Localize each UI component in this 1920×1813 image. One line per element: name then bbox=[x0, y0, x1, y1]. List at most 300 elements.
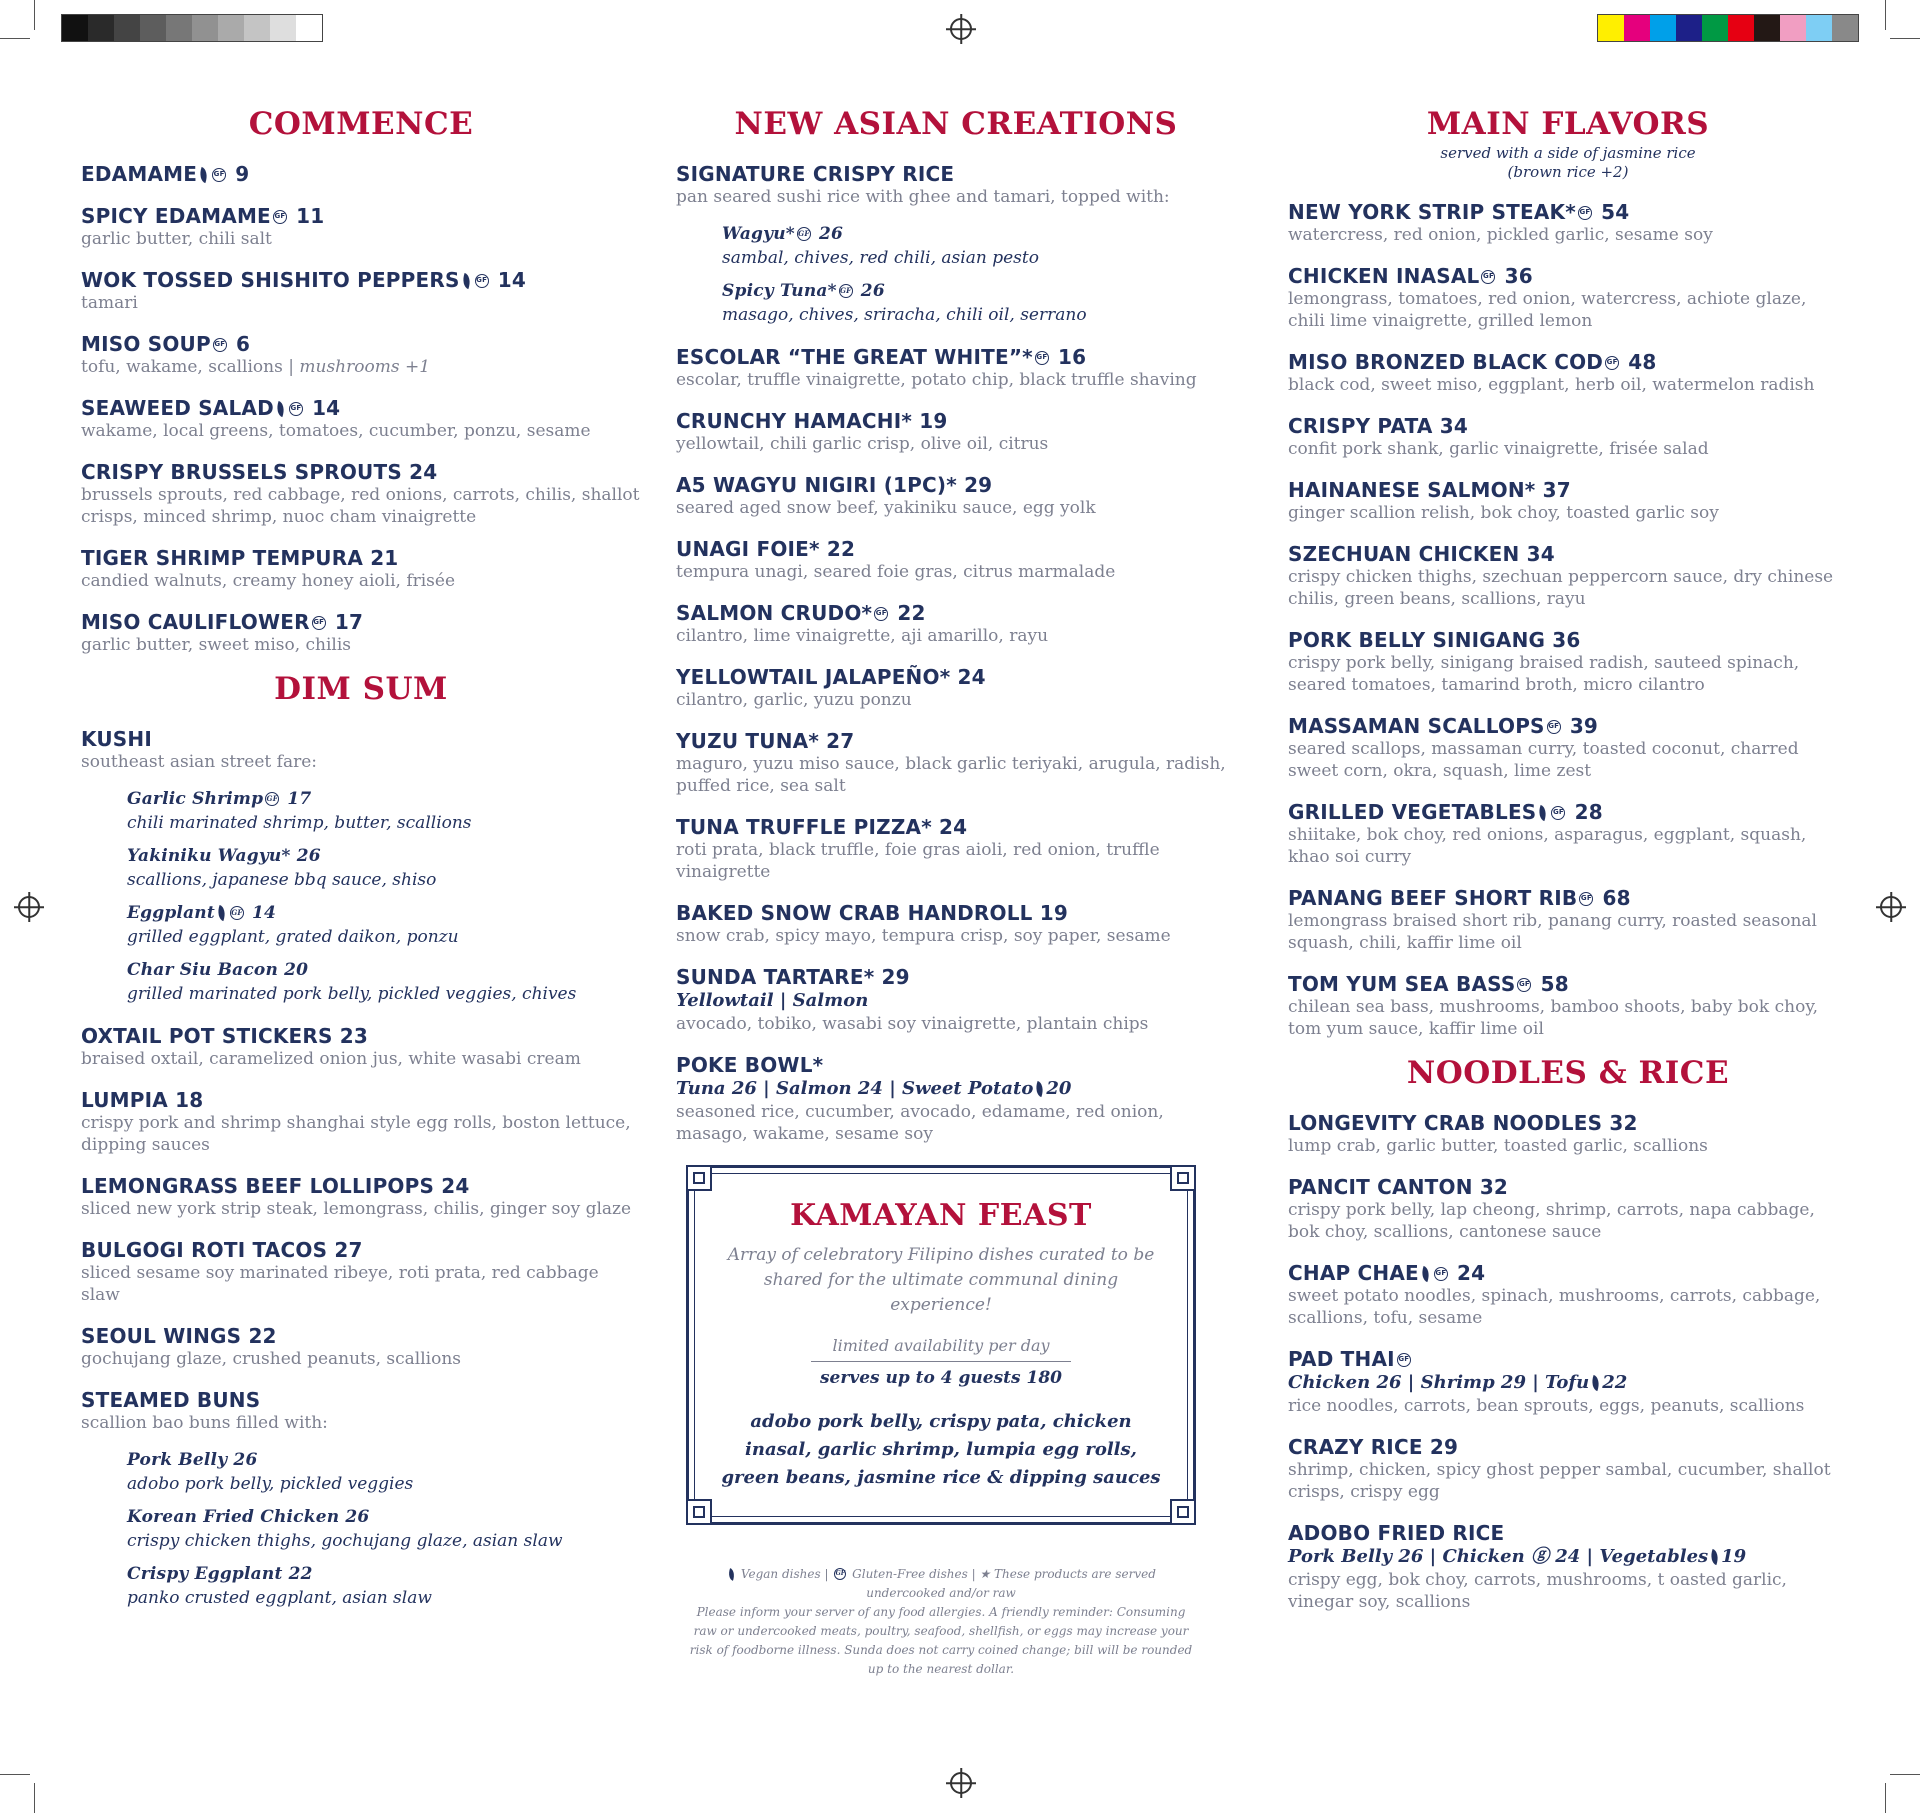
item-title-price: 32 bbox=[1472, 1174, 1509, 1199]
item-title-price: 29 bbox=[1422, 1434, 1459, 1459]
menu-item bbox=[81, 1324, 641, 1370]
color-swatch bbox=[1650, 15, 1676, 41]
item-title-name: SIGNATURE CRISPY RICE bbox=[676, 161, 955, 186]
crop-mark bbox=[1890, 38, 1920, 39]
item-title-price: 24 bbox=[1449, 1260, 1486, 1285]
menu-item bbox=[81, 204, 641, 250]
sub-item-title-name: Char Siu Bacon bbox=[127, 959, 279, 980]
crop-mark bbox=[1885, 0, 1886, 30]
legend-notice: Please inform your server of any food allergies. A friendly reminder: Consuming raw or undercooked meats, poultry, seafood, shellfish, or eggs may increase your risk of foodborne illness. Sunda does not carry coined change; bill will be rounded up to the nearest dollar. bbox=[689, 1604, 1193, 1676]
item-description-text: crispy pork belly, sinigang braised radish, sauteed spinach, seared tomatoes, tamarind broth, micro cilantro bbox=[1288, 652, 1800, 695]
item-description bbox=[676, 561, 1236, 583]
menu-item bbox=[676, 815, 1236, 883]
gf-icon: GF bbox=[1605, 356, 1619, 370]
item-description bbox=[1288, 1199, 1848, 1243]
item-variants-text: Tuna 26 | Salmon 24 | Sweet Potato bbox=[676, 1077, 1034, 1099]
menu-item bbox=[676, 1053, 1236, 1145]
item-title bbox=[1288, 1111, 1848, 1135]
item-description-text: ginger scallion relish, bok choy, toasted garlic soy bbox=[1288, 502, 1719, 523]
item-title bbox=[1288, 1521, 1848, 1545]
item-description-text: candied walnuts, creamy honey aioli, frisée bbox=[81, 570, 456, 591]
sub-item bbox=[127, 1562, 641, 1610]
item-title-name: ADOBO FRIED RICE bbox=[1288, 1520, 1505, 1545]
registration-mark-top bbox=[950, 18, 972, 40]
item-description bbox=[1288, 374, 1848, 396]
greek-key-corner bbox=[686, 1499, 712, 1525]
item-description-text: gochujang glaze, crushed peanuts, scallions bbox=[81, 1348, 462, 1369]
item-title-name: MISO CAULIFLOWER bbox=[81, 609, 310, 634]
sub-item-description: adobo pork belly, pickled veggies bbox=[127, 1473, 414, 1494]
leaf-icon bbox=[1589, 1374, 1602, 1390]
item-variants-text: Yellowtail | Salmon bbox=[676, 989, 869, 1011]
legend-gluten-free: Gluten-Free dishes | bbox=[852, 1566, 976, 1581]
item-description bbox=[676, 186, 1236, 208]
sub-item-title-name: Garlic Shrimp bbox=[127, 788, 264, 809]
item-description-text: rice noodles, carrots, bean sprouts, eggs, peanuts, scallions bbox=[1288, 1395, 1805, 1416]
registration-mark-bottom bbox=[950, 1772, 972, 1794]
gf-icon: GF bbox=[834, 1568, 846, 1580]
menu-item bbox=[1288, 414, 1848, 460]
crispy-rice-item bbox=[676, 162, 1236, 327]
sub-item-title-name: Eggplant bbox=[127, 902, 215, 923]
item-description bbox=[1288, 288, 1848, 332]
item-title-price: 27 bbox=[819, 728, 855, 753]
gf-icon: GF bbox=[1434, 1267, 1448, 1281]
item-title-price: 23 bbox=[332, 1023, 369, 1048]
item-description-text: sliced sesame soy marinated ribeye, roti prata, red cabbage slaw bbox=[81, 1262, 599, 1305]
item-title-name: CRISPY PATA bbox=[1288, 413, 1433, 438]
item-title bbox=[676, 601, 1236, 625]
item-title bbox=[1288, 714, 1848, 738]
item-title-price: 18 bbox=[167, 1087, 204, 1112]
sub-item bbox=[722, 279, 1236, 327]
greek-key-corner bbox=[1170, 1499, 1196, 1525]
item-description bbox=[81, 484, 641, 528]
item-description-text: cilantro, garlic, yuzu ponzu bbox=[676, 689, 912, 710]
sub-item-title bbox=[722, 279, 1236, 303]
color-swatch bbox=[1598, 15, 1624, 41]
item-title-price: 19 bbox=[912, 408, 948, 433]
menu-item bbox=[81, 332, 641, 378]
gf-icon: GF bbox=[289, 402, 303, 416]
color-swatch bbox=[1728, 15, 1754, 41]
menu-item bbox=[81, 1088, 641, 1156]
item-title bbox=[1288, 350, 1848, 374]
item-title bbox=[1288, 264, 1848, 288]
item-title-name: A5 WAGYU NIGIRI (1PC)* bbox=[676, 472, 957, 497]
color-calibration-bar bbox=[1597, 14, 1859, 42]
item-description-text: garlic butter, chili salt bbox=[81, 228, 272, 249]
steamed-buns-item bbox=[81, 1388, 641, 1610]
item-title-name: PAD THAI bbox=[1288, 1346, 1395, 1371]
menu-item bbox=[676, 537, 1236, 583]
item-title-name: SZECHUAN CHICKEN bbox=[1288, 541, 1520, 566]
item-title bbox=[1288, 1435, 1848, 1459]
menu-item bbox=[1288, 1111, 1848, 1157]
item-description bbox=[81, 1112, 641, 1156]
star-icon: ★ bbox=[979, 1566, 991, 1581]
item-title-price: 21 bbox=[363, 545, 399, 570]
gray-swatch bbox=[140, 15, 166, 41]
item-title-name: HAINANESE SALMON* bbox=[1288, 477, 1536, 502]
item-variants-price: 20 bbox=[1046, 1077, 1072, 1099]
item-title bbox=[81, 460, 641, 484]
item-title-name: CRISPY BRUSSELS SPROUTS bbox=[81, 459, 402, 484]
item-title-price: 58 bbox=[1533, 971, 1569, 996]
item-title-price: 37 bbox=[1535, 477, 1571, 502]
item-title bbox=[676, 473, 1236, 497]
item-title bbox=[676, 965, 1236, 989]
sub-item-title-name: Spicy Tuna* bbox=[722, 280, 837, 301]
item-title-name: NEW YORK STRIP STEAK* bbox=[1288, 199, 1576, 224]
item-title-price: 28 bbox=[1567, 799, 1603, 824]
item-variants-price: 19 bbox=[1721, 1545, 1747, 1567]
item-title bbox=[676, 537, 1236, 561]
gray-swatch bbox=[296, 15, 322, 41]
item-title-name: STEAMED BUNS bbox=[81, 1387, 261, 1412]
item-title-price: 36 bbox=[1497, 263, 1533, 288]
sub-item-description: chili marinated shrimp, butter, scallions bbox=[127, 812, 472, 833]
item-title bbox=[81, 268, 641, 292]
legend-vegan: Vegan dishes | bbox=[740, 1566, 829, 1581]
item-description-text: tamari bbox=[81, 292, 138, 313]
menu-item bbox=[1288, 542, 1848, 610]
item-title-name: CRAZY RICE bbox=[1288, 1434, 1423, 1459]
item-title-price: 68 bbox=[1595, 885, 1631, 910]
item-description-text: escolar, truffle vinaigrette, potato chip, black truffle shaving bbox=[676, 369, 1197, 390]
item-title-name: TUNA TRUFFLE PIZZA* bbox=[676, 814, 932, 839]
item-title-name: OXTAIL POT STICKERS bbox=[81, 1023, 333, 1048]
item-title-price: 22 bbox=[241, 1323, 277, 1348]
menu-item bbox=[1288, 1347, 1848, 1417]
gray-swatch bbox=[88, 15, 114, 41]
item-title-name: UNAGI FOIE* bbox=[676, 536, 820, 561]
crop-mark bbox=[34, 0, 35, 30]
item-variants bbox=[676, 1077, 1236, 1101]
item-title bbox=[1288, 886, 1848, 910]
item-title-price: 34 bbox=[1519, 541, 1555, 566]
item-description-text: tofu, wakame, scallions | bbox=[81, 356, 300, 377]
main-flavors-subtitle-brown-rice: (brown rice +2) bbox=[1507, 162, 1629, 181]
sub-item-title-price: 22 bbox=[282, 1563, 313, 1584]
sub-item-title-name: Wagyu* bbox=[722, 223, 795, 244]
gf-icon: GF bbox=[212, 168, 226, 182]
item-description bbox=[81, 420, 641, 442]
item-title-name: PANANG BEEF SHORT RIB bbox=[1288, 885, 1578, 910]
item-variants-price: 22 bbox=[1602, 1371, 1628, 1393]
item-description bbox=[81, 1412, 641, 1434]
item-description-addon: mushrooms +1 bbox=[299, 356, 431, 377]
item-description bbox=[1288, 224, 1848, 246]
item-title-price: 54 bbox=[1593, 199, 1630, 224]
gf-icon: GF bbox=[312, 616, 326, 630]
item-title-price: 9 bbox=[228, 161, 250, 186]
sub-item-description: scallions, japanese bbq sauce, shiso bbox=[127, 869, 437, 890]
gf-icon: GF bbox=[1579, 892, 1593, 906]
color-swatch bbox=[1806, 15, 1832, 41]
kamayan-feast-serves: serves up to 4 guests 180 bbox=[819, 1367, 1062, 1388]
item-title-name: WOK TOSSED SHISHITO PEPPERS bbox=[81, 267, 460, 292]
menu-item bbox=[1288, 1175, 1848, 1243]
sub-item-title-price: 17 bbox=[281, 788, 312, 809]
sub-item-title-price: 26 bbox=[812, 223, 844, 244]
commence-list bbox=[81, 162, 641, 656]
item-title-name: BULGOGI ROTI TACOS bbox=[81, 1237, 328, 1262]
menu-item bbox=[81, 268, 641, 314]
item-description bbox=[676, 1013, 1236, 1035]
kamayan-feast-box bbox=[686, 1165, 1196, 1525]
item-variants bbox=[1288, 1371, 1848, 1395]
kamayan-feast-title: KAMAYAN FEAST bbox=[790, 1197, 1092, 1233]
item-description-text: shrimp, chicken, spicy ghost pepper sambal, cucumber, shallot crisps, crispy egg bbox=[1288, 1459, 1831, 1502]
item-title-name: SPICY EDAMAME bbox=[81, 203, 271, 228]
menu-item bbox=[1288, 264, 1848, 332]
menu-item bbox=[81, 1388, 641, 1610]
sub-item-title-price: 26 bbox=[290, 845, 321, 866]
item-description-text: watercress, red onion, pickled garlic, sesame soy bbox=[1288, 224, 1713, 245]
item-title-name: LEMONGRASS BEEF LOLLIPOPS bbox=[81, 1173, 435, 1198]
item-title bbox=[81, 1088, 641, 1112]
item-description-text: crispy egg, bok choy, carrots, mushrooms, t oasted garlic, vinegar soy, scallions bbox=[1288, 1569, 1787, 1612]
item-title-price: 39 bbox=[1562, 713, 1599, 738]
leaf-icon bbox=[215, 905, 228, 921]
item-description-text: crispy pork belly, lap cheong, shrimp, carrots, napa cabbage, bok choy, scallions, cantonese sauce bbox=[1288, 1199, 1815, 1242]
item-title bbox=[1288, 628, 1848, 652]
sub-item-title-price: 26 bbox=[339, 1506, 370, 1527]
sub-item bbox=[127, 901, 641, 949]
item-description-text: chilean sea bass, mushrooms, bamboo shoots, baby bok choy, tom yum sauce, kaffir lime oil bbox=[1288, 996, 1819, 1039]
item-description-text: wakame, local greens, tomatoes, cucumber, ponzu, sesame bbox=[81, 420, 591, 441]
sub-item-title bbox=[127, 958, 641, 982]
sub-item-title-name: Yakiniku Wagyu* bbox=[127, 845, 291, 866]
leaf-icon bbox=[1419, 1266, 1432, 1282]
sub-item bbox=[127, 787, 641, 835]
menu-item bbox=[1288, 714, 1848, 782]
section-heading-noodles-rice: NOODLES & RICE bbox=[1406, 1054, 1730, 1091]
column-right bbox=[1288, 105, 1848, 1613]
dim-sum-list bbox=[81, 1024, 641, 1370]
item-description bbox=[81, 570, 641, 592]
item-description bbox=[81, 751, 641, 773]
sub-item-description: grilled eggplant, grated daikon, ponzu bbox=[127, 926, 459, 947]
item-description-text: seared aged snow beef, yakiniku sauce, egg yolk bbox=[676, 497, 1096, 518]
gf-icon: GF bbox=[797, 227, 811, 241]
main-flavors-subtitle: served with a side of jasmine rice bbox=[1440, 143, 1696, 162]
item-description-text: seasoned rice, cucumber, avocado, edamame, red onion, masago, wakame, sesame soy bbox=[676, 1101, 1164, 1144]
item-description bbox=[676, 839, 1236, 883]
item-title-price: 19 bbox=[1032, 900, 1069, 925]
crop-mark bbox=[0, 1774, 30, 1775]
item-description-text: confit pork shank, garlic vinaigrette, frisée salad bbox=[1288, 438, 1709, 459]
item-title-name: SUNDA TARTARE* bbox=[676, 964, 875, 989]
item-description-text: braised oxtail, caramelized onion jus, white wasabi cream bbox=[81, 1048, 581, 1069]
sub-item-description: grilled marinated pork belly, pickled veggies, chives bbox=[127, 983, 577, 1004]
item-title-name: CRUNCHY HAMACHI* bbox=[676, 408, 913, 433]
item-description-text: lemongrass braised short rib, panang curry, roasted seasonal squash, chili, kaffir lime oil bbox=[1288, 910, 1817, 953]
item-title bbox=[81, 1174, 641, 1198]
item-title-price: 36 bbox=[1545, 627, 1581, 652]
item-description bbox=[1288, 1395, 1848, 1417]
item-title-name: LUMPIA bbox=[81, 1087, 168, 1112]
sub-item-description: panko crusted eggplant, asian slaw bbox=[127, 1587, 432, 1608]
item-title-price: 22 bbox=[890, 600, 926, 625]
gf-icon: GF bbox=[1397, 1353, 1411, 1367]
color-swatch bbox=[1780, 15, 1806, 41]
sub-item bbox=[127, 1505, 641, 1553]
item-title bbox=[1288, 1175, 1848, 1199]
gf-icon: GF bbox=[1551, 806, 1565, 820]
gray-swatch bbox=[244, 15, 270, 41]
menu-item bbox=[81, 727, 641, 1006]
item-description bbox=[676, 433, 1236, 455]
item-title bbox=[676, 815, 1236, 839]
item-variants-text: Pork Belly 26 | Chicken ⓖ 24 | Vegetables bbox=[1288, 1545, 1709, 1567]
crop-mark bbox=[1885, 1783, 1886, 1813]
item-title bbox=[1288, 478, 1848, 502]
item-title-name: YUZU TUNA* bbox=[676, 728, 819, 753]
item-description bbox=[676, 625, 1236, 647]
item-description-text: garlic butter, sweet miso, chilis bbox=[81, 634, 352, 655]
item-description bbox=[676, 925, 1236, 947]
item-description-text: scallion bao buns filled with: bbox=[81, 1412, 328, 1433]
sub-item-title bbox=[127, 1448, 641, 1472]
item-title bbox=[676, 162, 1236, 186]
item-description bbox=[676, 497, 1236, 519]
item-title bbox=[81, 1388, 641, 1412]
menu-item bbox=[1288, 972, 1848, 1040]
gray-swatch bbox=[114, 15, 140, 41]
menu-item bbox=[1288, 350, 1848, 396]
item-title-price: 24 bbox=[950, 664, 986, 689]
kushi-item bbox=[81, 727, 641, 1006]
item-title-name: KUSHI bbox=[81, 726, 152, 751]
item-description bbox=[81, 292, 641, 314]
item-title bbox=[1288, 1347, 1848, 1371]
gf-icon: GF bbox=[1578, 206, 1592, 220]
menu-item bbox=[81, 1238, 641, 1306]
item-title-name: TOM YUM SEA BASS bbox=[1288, 971, 1516, 996]
item-description-text: tempura unagi, seared foie gras, citrus marmalade bbox=[676, 561, 1116, 582]
item-title-name: CHAP CHAE bbox=[1288, 1260, 1419, 1285]
section-heading-commence: COMMENCE bbox=[248, 106, 474, 142]
item-description bbox=[1288, 566, 1848, 610]
menu-item bbox=[81, 1174, 641, 1220]
item-description-text: crispy pork and shrimp shanghai style egg rolls, boston lettuce, dipping sauces bbox=[81, 1112, 631, 1155]
sub-item-title bbox=[127, 901, 641, 925]
menu-item bbox=[1288, 628, 1848, 696]
grayscale-calibration-bar bbox=[61, 14, 323, 42]
item-description-text: southeast asian street fare: bbox=[81, 751, 318, 772]
menu-item bbox=[676, 409, 1236, 455]
menu-item bbox=[676, 601, 1236, 647]
sub-item-description: sambal, chives, red chili, asian pesto bbox=[722, 247, 1039, 268]
item-title-price: 48 bbox=[1621, 349, 1657, 374]
gray-swatch bbox=[192, 15, 218, 41]
noodles-rice-list bbox=[1288, 1111, 1848, 1613]
menu-item bbox=[676, 473, 1236, 519]
sub-item-title-price: 14 bbox=[245, 902, 277, 923]
menu-item bbox=[676, 162, 1236, 327]
sub-item-description: masago, chives, sriracha, chili oil, serrano bbox=[722, 304, 1087, 325]
item-title bbox=[676, 409, 1236, 433]
item-title-name: SEOUL WINGS bbox=[81, 1323, 242, 1348]
item-title bbox=[81, 727, 641, 751]
kamayan-feast-intro: Array of celebratory Filipino dishes curated to be shared for the ultimate communal dining experience! bbox=[727, 1244, 1155, 1315]
menu-item bbox=[676, 665, 1236, 711]
sub-item-title-name: Korean Fried Chicken bbox=[127, 1506, 340, 1527]
item-title bbox=[1288, 542, 1848, 566]
item-description bbox=[81, 1262, 641, 1306]
item-title bbox=[81, 162, 641, 186]
item-title-name: CHICKEN INASAL bbox=[1288, 263, 1480, 288]
leaf-icon bbox=[274, 401, 287, 417]
gray-swatch bbox=[166, 15, 192, 41]
sub-item-title bbox=[127, 1505, 641, 1529]
greek-key-corner bbox=[686, 1165, 712, 1191]
item-title bbox=[81, 610, 641, 634]
item-description-text: lump crab, garlic butter, toasted garlic, scallions bbox=[1288, 1135, 1708, 1156]
gray-swatch bbox=[62, 15, 88, 41]
color-swatch bbox=[1832, 15, 1858, 41]
item-title-name: EDAMAME bbox=[81, 161, 198, 186]
sub-item-title bbox=[127, 844, 641, 868]
item-description bbox=[676, 369, 1236, 391]
gf-icon: GF bbox=[1481, 270, 1495, 284]
item-variants-text: Chicken 26 | Shrimp 29 | Tofu bbox=[1288, 1371, 1590, 1393]
item-title-price: 14 bbox=[304, 395, 341, 420]
greek-key-corner bbox=[1170, 1165, 1196, 1191]
sub-item-title-price: 26 bbox=[227, 1449, 258, 1470]
item-description bbox=[676, 753, 1236, 797]
gf-icon: GF bbox=[1035, 351, 1049, 365]
leaf-icon bbox=[197, 167, 210, 183]
color-swatch bbox=[1754, 15, 1780, 41]
gf-icon: GF bbox=[475, 274, 489, 288]
menu-item bbox=[81, 610, 641, 656]
menu-legend bbox=[686, 1565, 1196, 1679]
item-description bbox=[1288, 438, 1848, 460]
item-title-name: ESCOLAR “THE GREAT WHITE”* bbox=[676, 344, 1033, 369]
gf-icon: GF bbox=[265, 792, 279, 806]
item-variants bbox=[1288, 1545, 1848, 1569]
item-title-price: 11 bbox=[288, 203, 325, 228]
item-description-text: sliced new york strip steak, lemongrass, chilis, ginger soy glaze bbox=[81, 1198, 632, 1219]
sub-item bbox=[127, 844, 641, 892]
item-description-text: shiitake, bok choy, red onions, asparagus, eggplant, squash, khao soi curry bbox=[1288, 824, 1807, 867]
sub-item bbox=[722, 222, 1236, 270]
column-left bbox=[81, 105, 641, 1610]
item-title-name: PANCIT CANTON bbox=[1288, 1174, 1473, 1199]
item-title bbox=[676, 729, 1236, 753]
registration-mark-left bbox=[18, 896, 40, 918]
item-title-name: PORK BELLY SINIGANG bbox=[1288, 627, 1546, 652]
item-title bbox=[81, 546, 641, 570]
item-title-price: 22 bbox=[819, 536, 856, 561]
item-title-price: 6 bbox=[228, 331, 251, 356]
item-description-text: brussels sprouts, red cabbage, red onions, carrots, chilis, shallot crisps, minced shrimp, nuoc cham vinaigrette bbox=[81, 484, 640, 527]
menu-item bbox=[1288, 1435, 1848, 1503]
crop-mark bbox=[0, 38, 30, 39]
item-title-price: 34 bbox=[1432, 413, 1468, 438]
item-title bbox=[676, 901, 1236, 925]
leaf-icon bbox=[1033, 1081, 1046, 1097]
main-flavors-list bbox=[1288, 200, 1848, 1040]
item-title bbox=[676, 665, 1236, 689]
item-description-text: avocado, tobiko, wasabi soy vinaigrette, plantain chips bbox=[676, 1013, 1149, 1034]
sub-item-title-name: Pork Belly bbox=[127, 1449, 228, 1470]
sub-item-title bbox=[127, 1562, 641, 1586]
kamayan-feast-availability: limited availability per day bbox=[811, 1336, 1071, 1362]
